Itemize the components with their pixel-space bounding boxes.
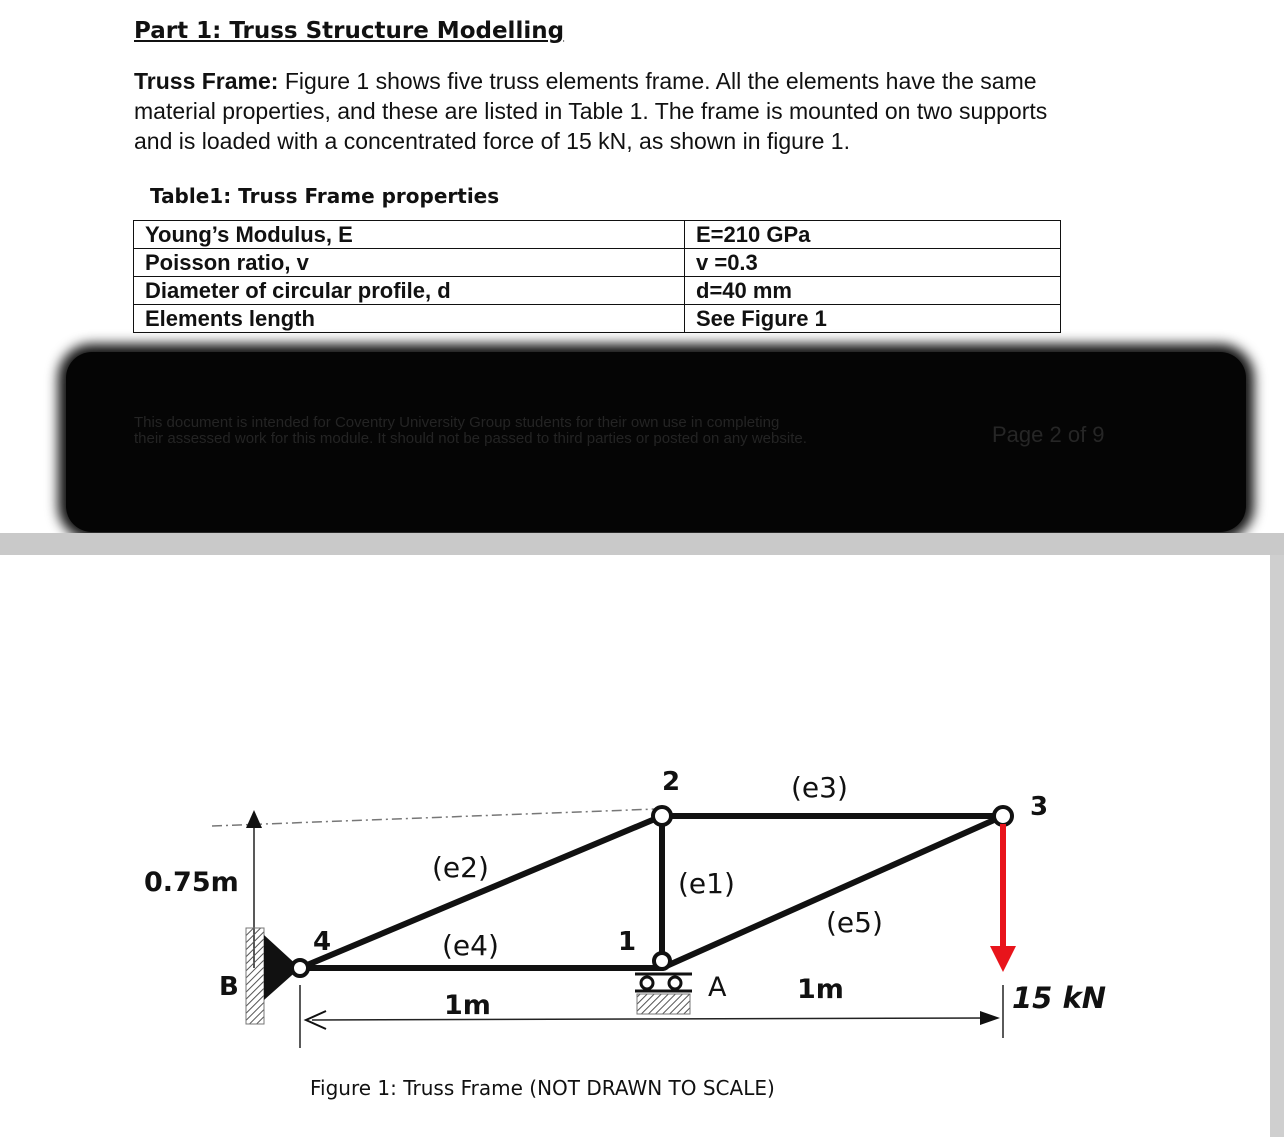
property-cell: Elements length	[134, 305, 685, 333]
truss-members	[300, 816, 1003, 968]
node-2	[653, 807, 671, 825]
property-cell: Young’s Modulus, E	[134, 221, 685, 249]
value-cell: See Figure 1	[685, 305, 1061, 333]
node-4	[292, 960, 308, 976]
element-label-e2: (e2)	[432, 851, 489, 884]
element-label-e1: (e1)	[678, 867, 735, 900]
figure-caption: Figure 1: Truss Frame (NOT DRAWN TO SCALE)	[310, 1076, 775, 1100]
pin-support	[246, 928, 300, 1024]
node-label-3: 3	[1030, 792, 1049, 822]
value-cell: d=40 mm	[685, 277, 1061, 305]
footer-notice-line-2: their assessed work for this module. It should not be passed to third parties or posted on any website.	[134, 430, 807, 447]
roller-support	[635, 974, 692, 1014]
support-b-label: B	[219, 972, 239, 1002]
load-label: 15 kN	[1012, 981, 1107, 1015]
property-cell: Diameter of circular profile, d	[134, 277, 685, 305]
element-label-e3: (e3)	[791, 771, 848, 804]
intro-line-2: material properties, and these are listed in Table 1. The frame is mounted on two supports	[134, 98, 1048, 124]
reference-line	[212, 809, 656, 826]
section-title: Part 1: Truss Structure Modelling	[134, 18, 565, 44]
value-cell: v =0.3	[685, 249, 1061, 277]
node-label-4: 4	[313, 927, 332, 957]
support-a-label: A	[708, 972, 727, 1003]
element-label-e4: (e4)	[442, 929, 499, 962]
height-label: 0.75m	[144, 867, 239, 898]
table-caption: Table1: Truss Frame properties	[150, 184, 500, 208]
intro-line-3: and is loaded with a concentrated force of 15 kN, as shown in figure 1.	[134, 128, 850, 154]
node-label-1: 1	[618, 927, 637, 957]
footer-notice-line-1: This document is intended for Coventry University Group students for their own use in completing	[134, 414, 780, 431]
intro-lead: Truss Frame:	[134, 68, 279, 94]
page-number: Page 2 of 9	[992, 422, 1105, 447]
node-label-2: 2	[662, 767, 681, 797]
value-cell: E=210 GPa	[685, 221, 1061, 249]
span-left-label: 1m	[444, 990, 491, 1021]
node-1	[654, 953, 670, 969]
element-label-e5: (e5)	[826, 906, 883, 939]
property-cell: Poisson ratio, v	[134, 249, 685, 277]
node-3	[994, 807, 1012, 825]
intro-line-1: Figure 1 shows five truss elements frame. All the elements have the same	[278, 68, 1037, 94]
load-arrow	[990, 824, 1016, 972]
span-right-label: 1m	[797, 974, 844, 1005]
